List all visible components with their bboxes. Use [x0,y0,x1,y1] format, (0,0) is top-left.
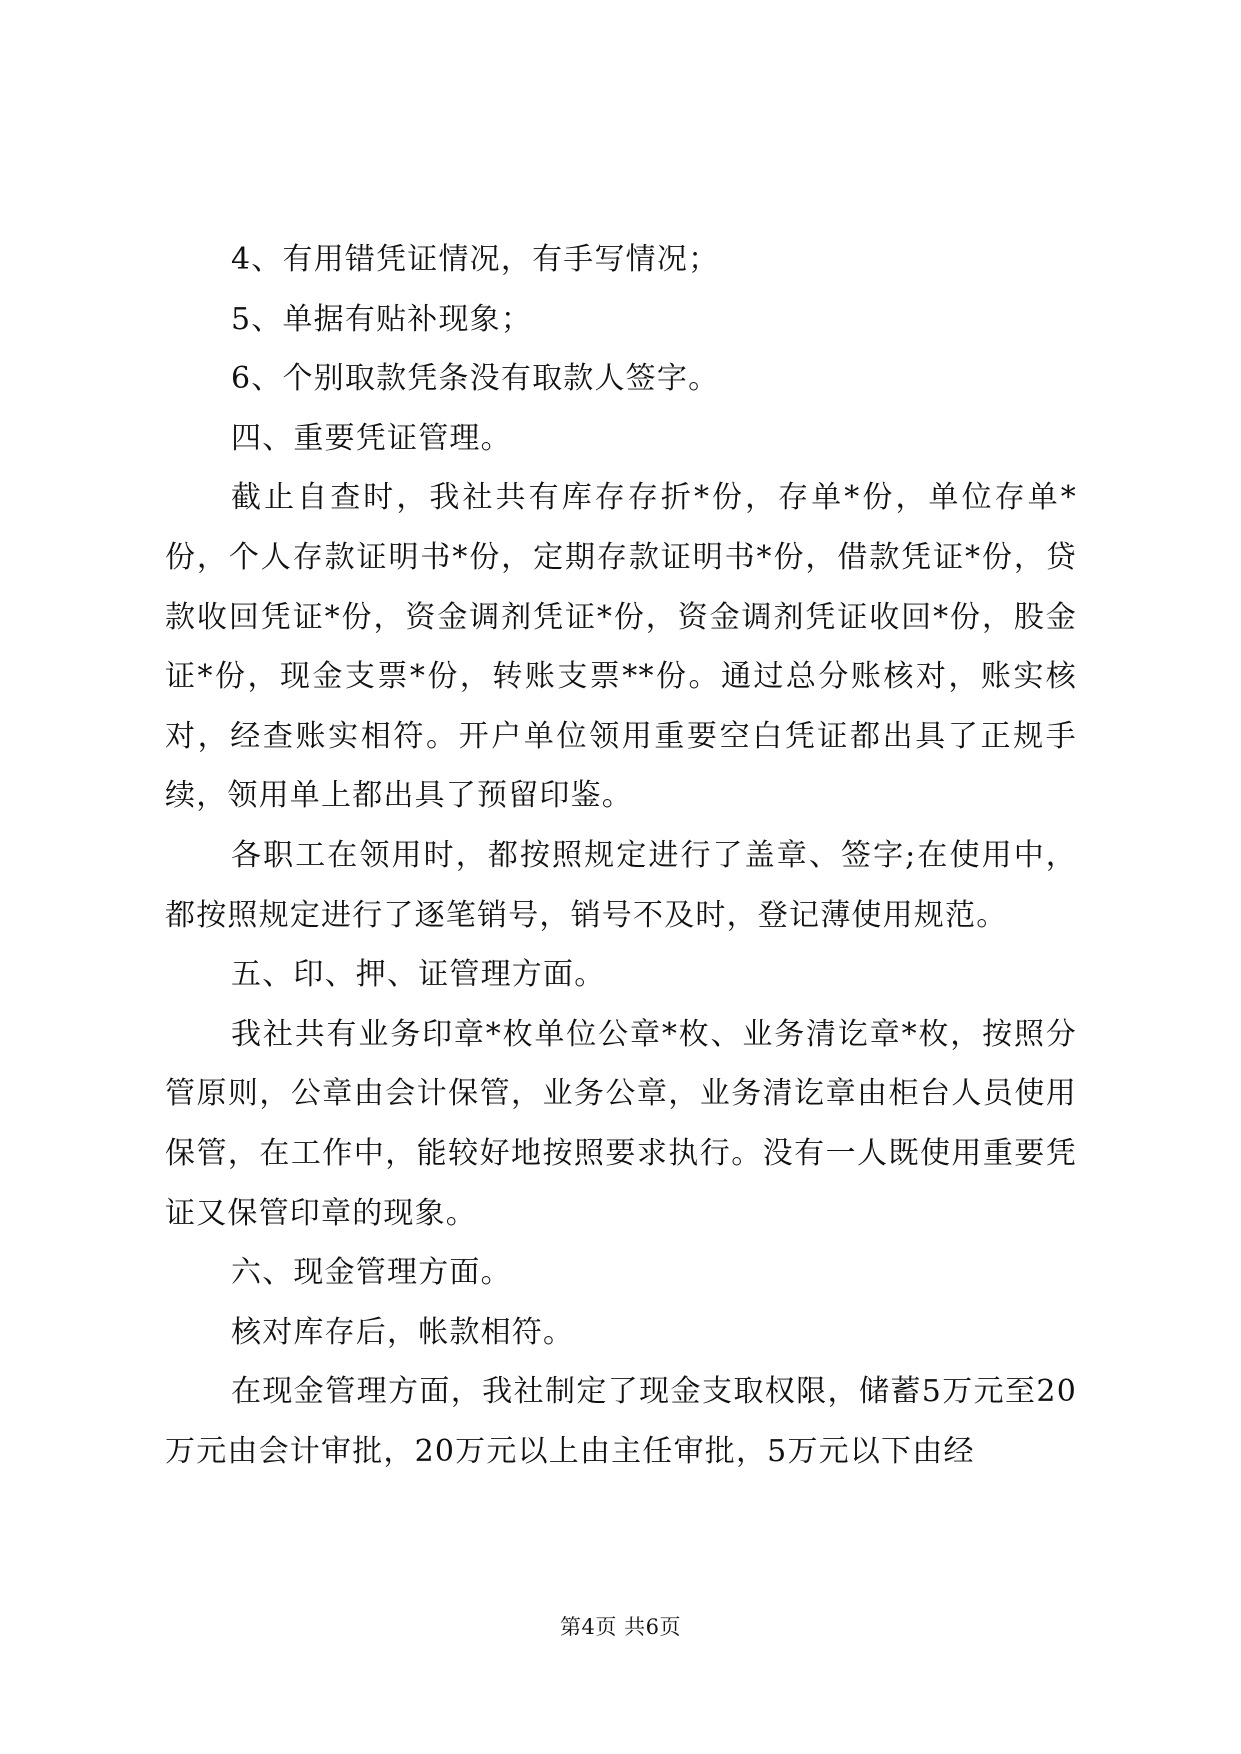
paragraph-voucher-usage: 各职工在领用时，都按照规定进行了盖章、签字;在使用中，都按照规定进行了逐笔销号，销号不及时，登记薄使用规范。 [165,837,1077,933]
section-heading-5: 五、印、押、证管理方面。 [231,957,606,993]
paragraph-item-4: 4、有用错凭证情况，有手写情况； [231,242,720,277]
page-number-footer: 第4页 共6页 [560,1615,681,1639]
paragraph-item-6: 6、个别取款凭条没有取款人签字。 [231,361,720,397]
document-body [165,230,1077,1481]
section-heading-4: 四、重要凭证管理。 [231,420,512,456]
paragraph-voucher-inventory: 截止自查时，我社共有库存存折*份，存单*份，单位存单*份，个人存款证明书*份，定期存款证明书*份，借款凭证*份，贷款收回凭证*份，资金调剂凭证*份，资金调剂凭证收回*份，股金证*份，现金支票*份，转账支票**份。通过总分账核对，账实核对，经查账实相符。开户单位领用重要空白凭证都出具了正规手续，领用单上都出具了预留印鉴。 [165,480,1077,814]
paragraph-cash-check: 核对库存后，帐款相符。 [231,1314,575,1350]
section-heading-6: 六、现金管理方面。 [231,1255,512,1291]
paragraph-seal-management: 我社共有业务印章*枚单位公章*枚、业务清讫章*枚，按照分管原则，公章由会计保管，业务公章，业务清讫章由柜台人员使用保管，在工作中，能较好地按照要求执行。没有一人既使用重要凭证又保管印章的现象。 [165,1016,1077,1231]
paragraph-item-5: 5、单据有贴补现象； [231,301,533,337]
paragraph-cash-authority: 在现金管理方面，我社制定了现金支取权限，储蓄5万元至20万元由会计审批，20万元以上由主任审批，5万元以下由经 [165,1374,1077,1469]
